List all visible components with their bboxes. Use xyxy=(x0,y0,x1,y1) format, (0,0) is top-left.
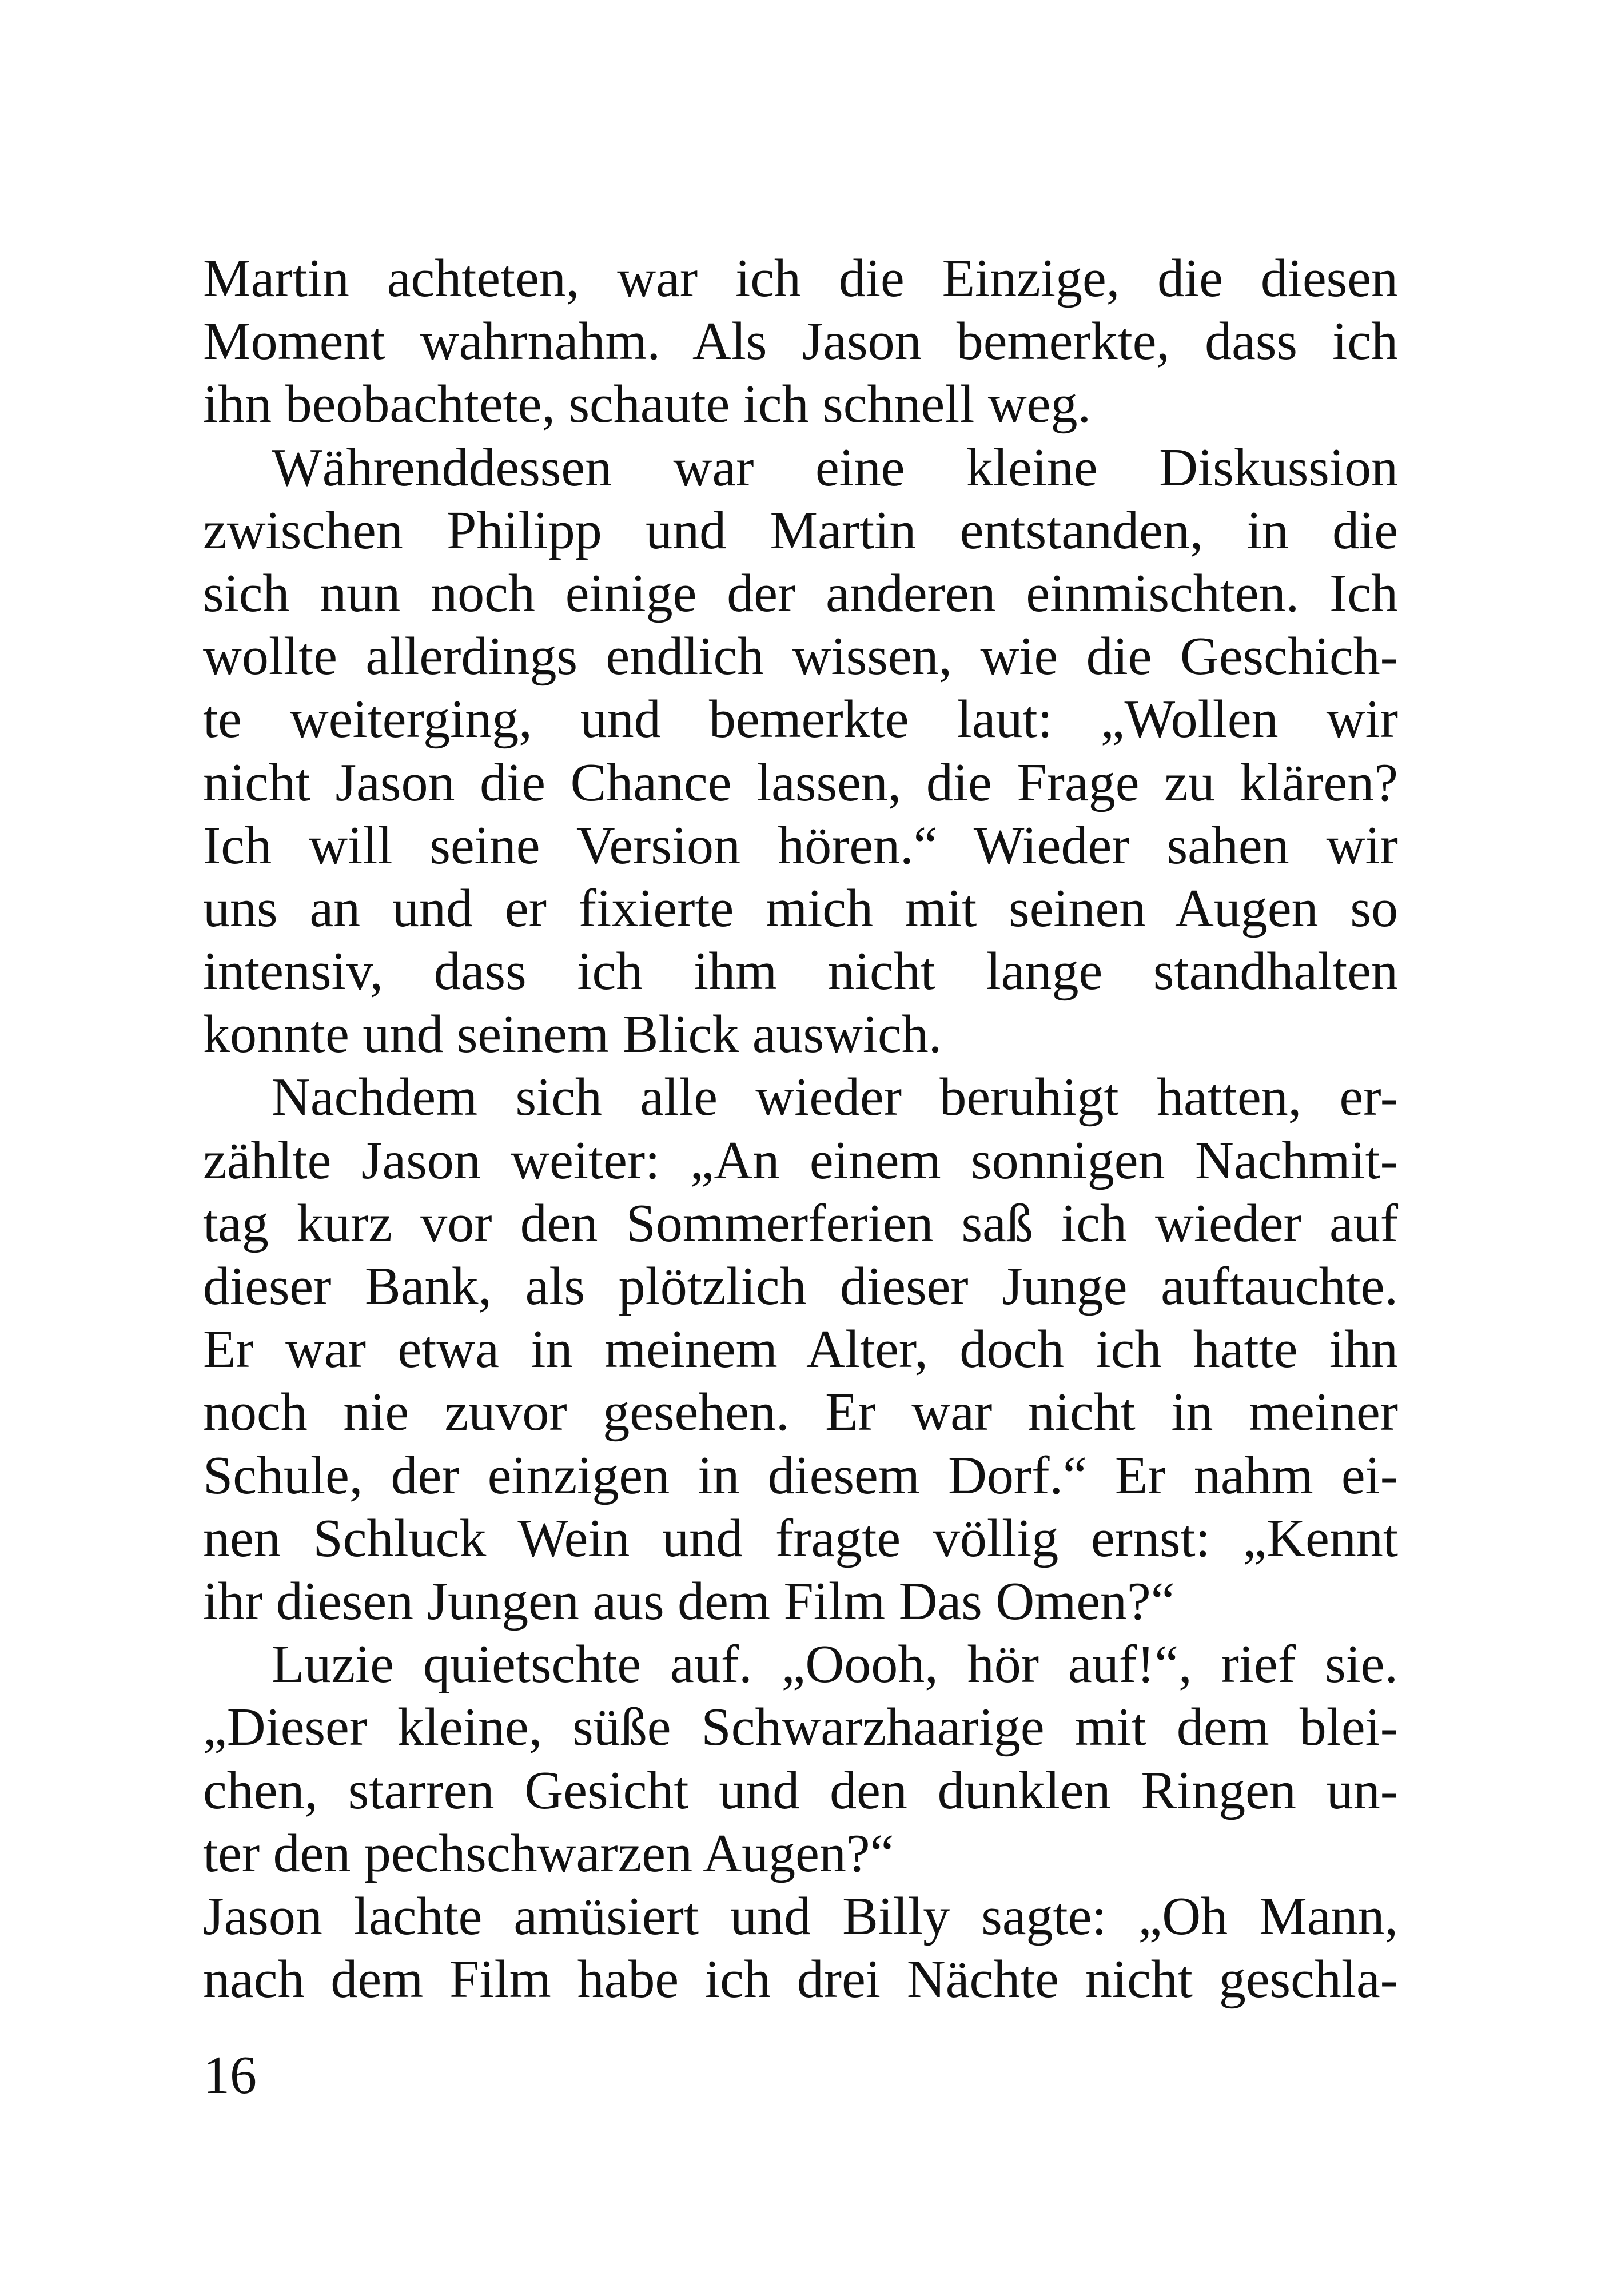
text-line: te weiterging, und bemerkte laut: „Wollen wir xyxy=(203,689,1398,750)
text-line: nach dem Film habe ich drei Nächte nicht geschla- xyxy=(203,1950,1398,2010)
text-line: Schule, der einzigen in diesem Dorf.“ Er nahm ei- xyxy=(203,1445,1398,1505)
text-line: Nachdem sich alle wieder beruhigt hatten, er- xyxy=(272,1067,1398,1127)
text-line: zwischen Philipp und Martin entstanden, in die xyxy=(203,500,1398,560)
text-line: ter den pechschwarzen Augen?“ xyxy=(203,1823,894,1883)
text-line: konnte und seinem Blick auswich. xyxy=(203,1005,942,1065)
text-line: „Dieser kleine, süße Schwarzhaarige mit dem blei- xyxy=(203,1697,1398,1757)
page-number: 16 xyxy=(203,2046,257,2105)
text-line: nicht Jason die Chance lassen, die Frage zu klären? xyxy=(203,752,1398,812)
text-line: wollte allerdings endlich wissen, wie die Geschich- xyxy=(203,627,1398,687)
text-line: intensiv, dass ich ihm nicht lange standhalten xyxy=(203,942,1398,1002)
text-line: tag kurz vor den Sommerferien saß ich wieder auf xyxy=(203,1193,1398,1253)
text-line: ihr diesen Jungen aus dem Film Das Omen?“ xyxy=(203,1571,1175,1631)
text-line: Währenddessen war eine kleine Diskussion xyxy=(272,437,1398,497)
text-line: Luzie quietschte auf. „Oooh, hör auf!“, rief sie. xyxy=(272,1635,1398,1695)
text-line: ihn beobachtete, schaute ich schnell weg. xyxy=(203,374,1092,435)
text-line: chen, starren Gesicht und den dunklen Ringen un- xyxy=(203,1760,1398,1820)
text-line: sich nun noch einige der anderen einmischten. Ich xyxy=(203,563,1398,623)
body-text xyxy=(203,247,1398,2011)
text-line: zählte Jason weiter: „An einem sonnigen Nachmit- xyxy=(203,1130,1398,1190)
text-line: uns an und er fixierte mich mit seinen Augen so xyxy=(203,878,1398,938)
text-line: Martin achteten, war ich die Einzige, die diesen xyxy=(203,249,1398,308)
text-line: Moment wahrnahm. Als Jason bemerkte, dass ich xyxy=(203,312,1398,372)
text-line: Ich will seine Version hören.“ Wieder sahen wir xyxy=(203,815,1398,875)
text-line: dieser Bank, als plötzlich dieser Junge auftauchte. xyxy=(203,1257,1398,1316)
text-line: Jason lachte amüsiert und Billy sagte: „Oh Mann, xyxy=(203,1886,1398,1946)
text-line: nen Schluck Wein und fragte völlig ernst: „Kennt xyxy=(203,1508,1398,1568)
text-line: Er war etwa in meinem Alter, doch ich hatte ihn xyxy=(203,1320,1398,1380)
text-line: noch nie zuvor gesehen. Er war nicht in meiner xyxy=(203,1382,1398,1442)
